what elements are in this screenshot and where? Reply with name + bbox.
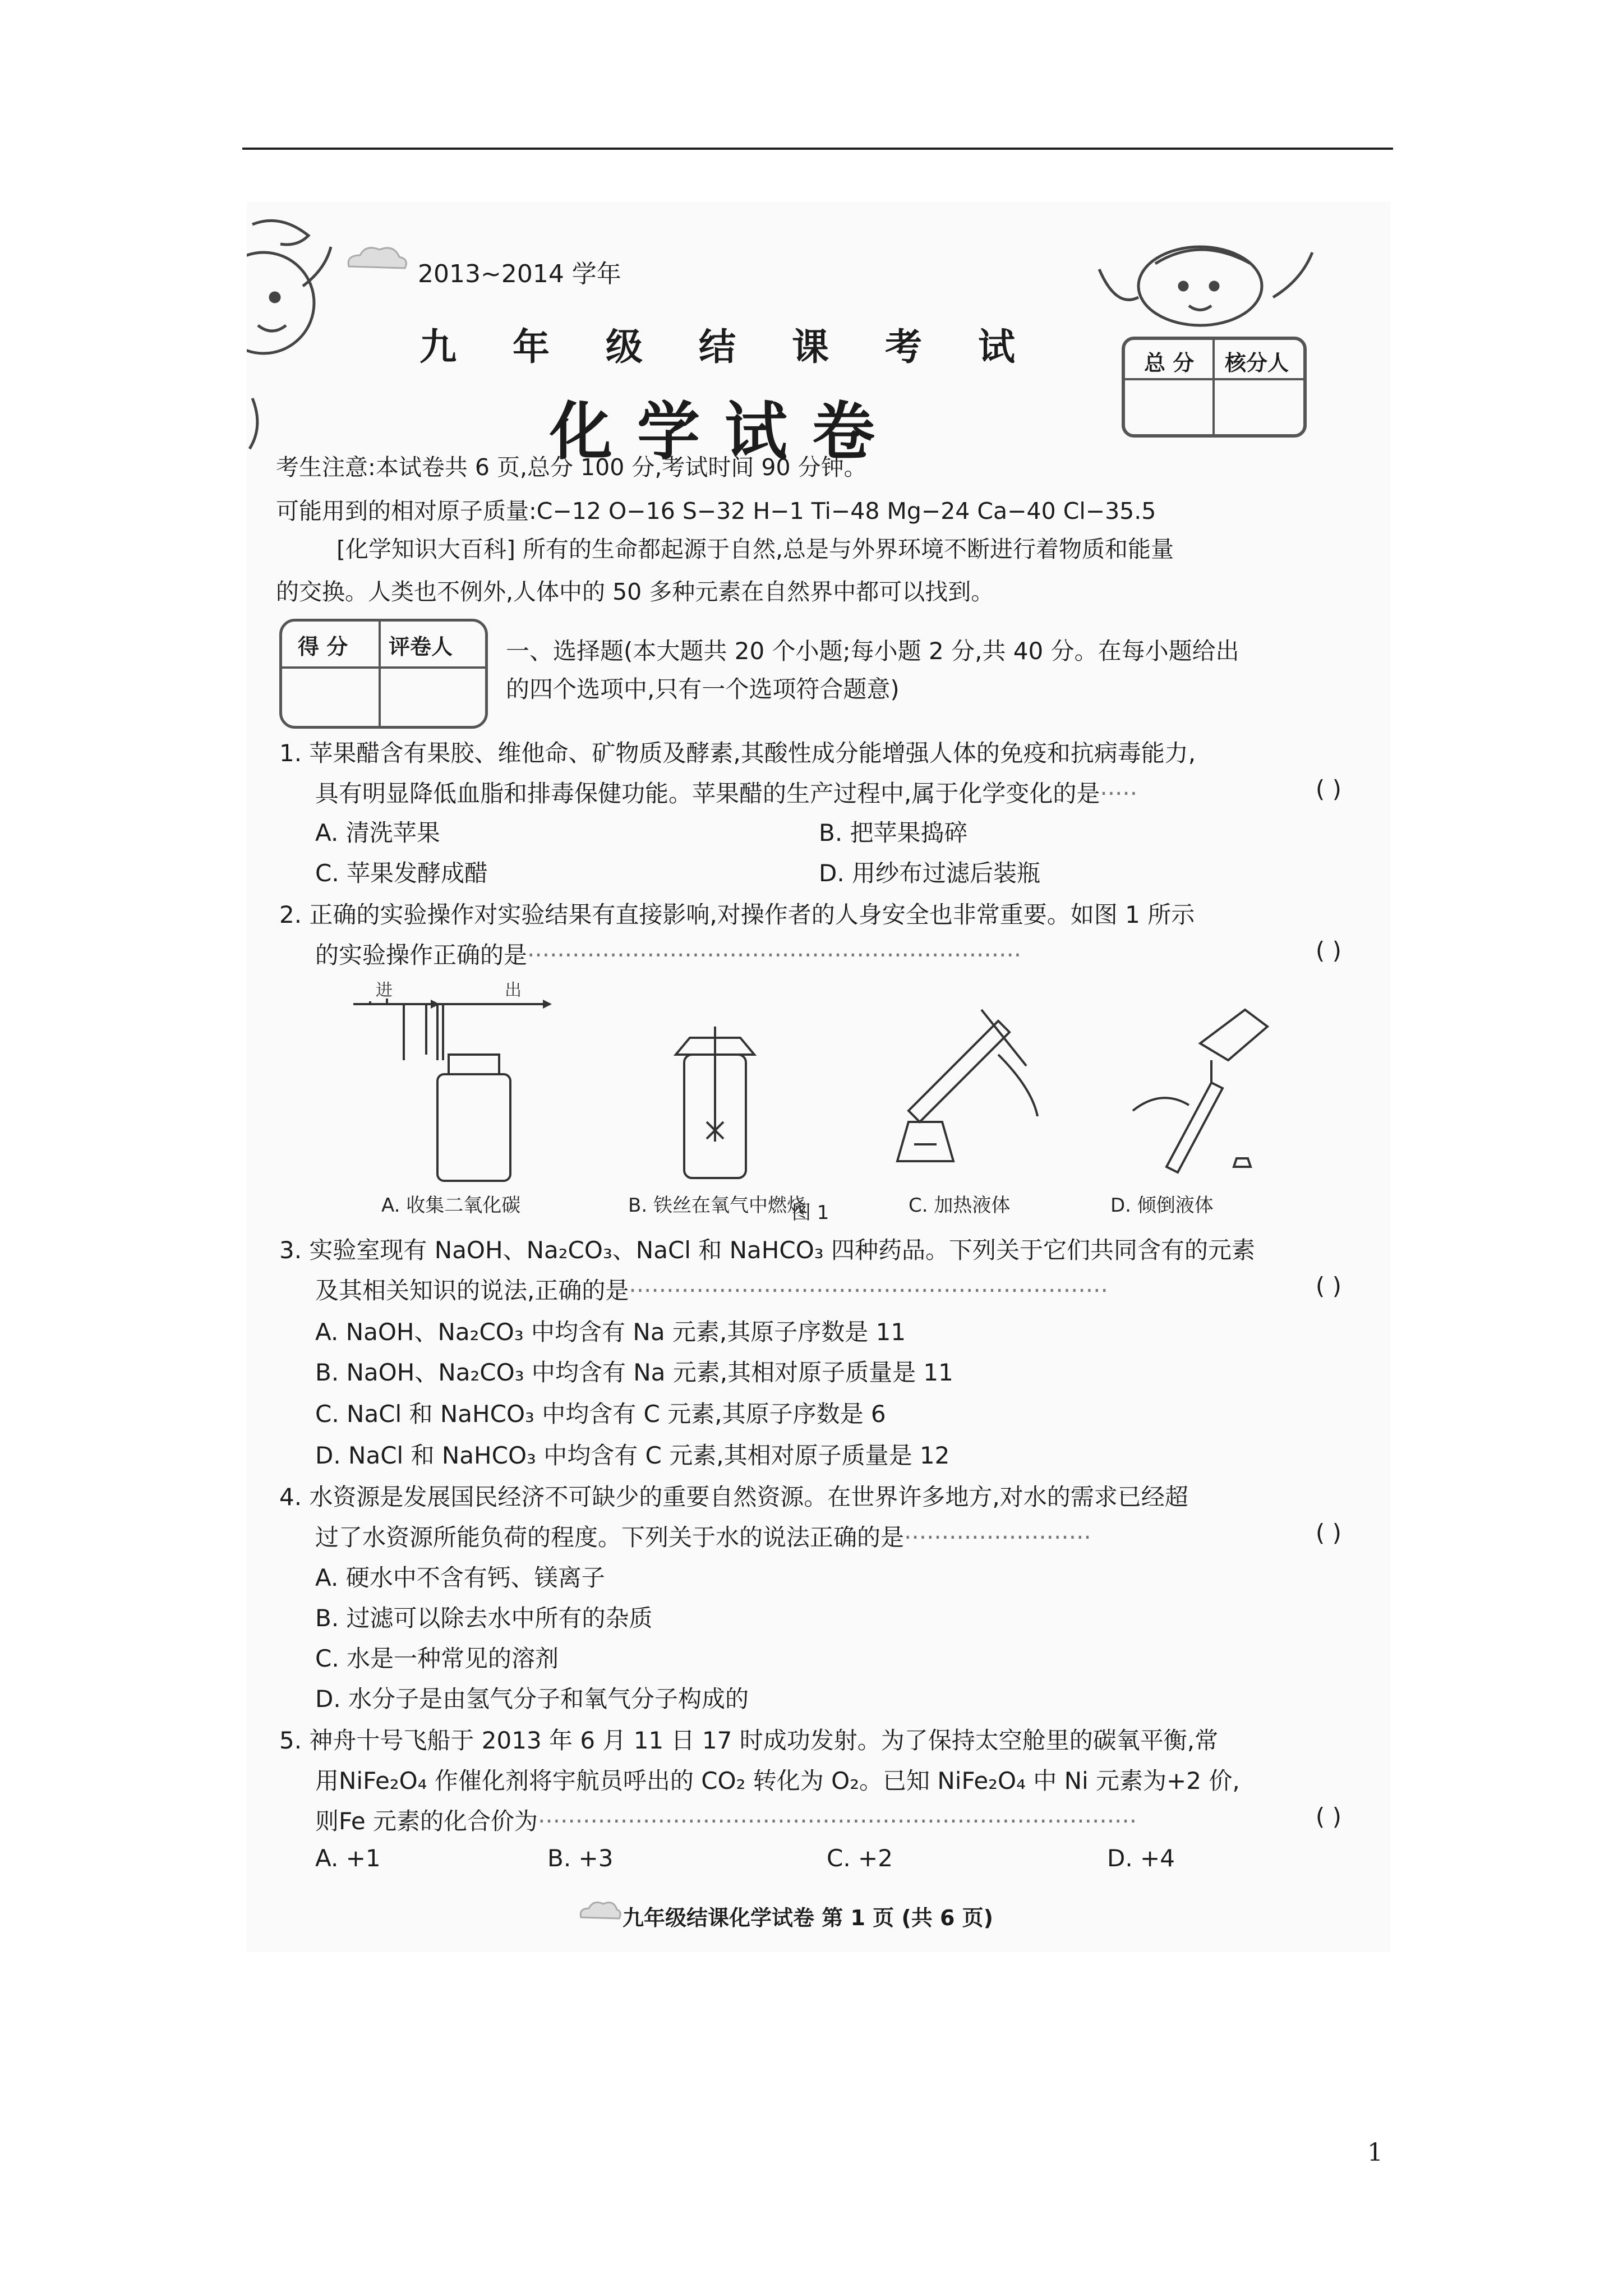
q1-option-a: A. 清洗苹果 xyxy=(315,819,440,846)
q2-stem: 的实验操作正确的是 xyxy=(315,941,528,969)
q5-answer-blank: ( ) xyxy=(1315,1803,1341,1830)
intro-line-1: [化学知识大百科] 所有的生命都起源于自然,总是与外界环境不断进行着物质和能量 xyxy=(336,536,1174,563)
q3-line-1: 3. 实验室现有 NaOH、Na₂CO₃、NaCl 和 NaHCO₃ 四种药品。下列关于它们共同含有的元素 xyxy=(279,1236,1255,1264)
figure-caption-a: A. 收集二氧化碳 xyxy=(381,1194,521,1217)
figure-1-caption: 图 1 xyxy=(792,1202,829,1224)
q4-line-2: 过了水资源所能负荷的程度。下列关于水的说法正确的是························· ( ) xyxy=(315,1519,1341,1551)
q2-line-2: 的实验操作正确的是·································································· ( ) xyxy=(315,937,1341,969)
q1-option-d: D. 用纱布过滤后装瓶 xyxy=(819,859,1041,887)
q4-option-d: D. 水分子是由氢气分子和氧气分子构成的 xyxy=(315,1685,749,1713)
q5-line-2: 用NiFe₂O₄ 作催化剂将宇航员呼出的 CO₂ 转化为 O₂。已知 NiFe₂O₄ 中 Ni 元素为+2 价, xyxy=(315,1767,1240,1795)
q2-answer-blank: ( ) xyxy=(1315,937,1341,964)
q5-stem: 则Fe 元素的化合价为 xyxy=(315,1807,538,1835)
q3-option-b: B. NaOH、Na₂CO₃ 中均含有 Na 元素,其相对原子质量是 11 xyxy=(315,1359,953,1386)
page-footer: 九年级结课化学试卷 第 1 页 (共 6 页) xyxy=(623,1906,993,1930)
q3-answer-blank: ( ) xyxy=(1315,1272,1341,1300)
q4-answer-blank: ( ) xyxy=(1315,1519,1341,1547)
q1-stem: 具有明显降低血脂和排毒保健功能。苹果醋的生产过程中,属于化学变化的是 xyxy=(315,780,1100,807)
q4-stem: 过了水资源所能负荷的程度。下列关于水的说法正确的是 xyxy=(315,1524,905,1551)
cloud-icon xyxy=(343,241,411,275)
q3-option-c: C. NaCl 和 NaHCO₃ 中均含有 C 元素,其原子序数是 6 xyxy=(315,1400,886,1428)
q1-line-1: 1. 苹果醋含有果胶、维他命、矿物质及酵素,其酸性成分能增强人体的免疫和抗病毒能力, xyxy=(279,739,1196,767)
checker-label: 核分人 xyxy=(1225,351,1289,375)
q1-answer-blank: ( ) xyxy=(1315,775,1341,803)
exam-notice: 考生注意:本试卷共 6 页,总分 100 分,考试时间 90 分钟。 xyxy=(276,454,867,481)
q5-option-c: C. +2 xyxy=(827,1844,893,1872)
q3-option-a: A. NaOH、Na₂CO₃ 中均含有 Na 元素,其原子序数是 11 xyxy=(315,1318,906,1346)
figure-in-label: 进 xyxy=(376,981,393,1000)
figure-1 xyxy=(336,976,1290,1223)
q5-line-3: 则Fe 元素的化合价为················································································ ( ) xyxy=(315,1803,1341,1835)
q5-line-1: 5. 神舟十号飞船于 2013 年 6 月 11 日 17 时成功发射。为了保持太空舱里的碳氧平衡,常 xyxy=(279,1727,1219,1754)
q5-option-a: A. +1 xyxy=(315,1844,381,1872)
top-rule xyxy=(242,148,1393,150)
q3-stem: 及其相关知识的说法,正确的是 xyxy=(315,1277,629,1304)
q4-option-a: A. 硬水中不含有钙、镁离子 xyxy=(315,1564,605,1591)
q1-line-2: 具有明显降低血脂和排毒保健功能。苹果醋的生产过程中,属于化学变化的是····· ( ) xyxy=(315,775,1341,807)
q5-option-d: D. +4 xyxy=(1107,1844,1175,1872)
section-instructions: 的四个选项中,只有一个选项符合题意) xyxy=(506,675,900,703)
q2-line-1: 2. 正确的实验操作对实验结果有直接影响,对操作者的人身安全也非常重要。如图 1 所示 xyxy=(279,901,1195,928)
figure-caption-d: D. 倾倒液体 xyxy=(1110,1194,1214,1217)
q4-option-c: C. 水是一种常见的溶剂 xyxy=(315,1645,559,1672)
intro-line-2: 的交换。人类也不例外,人体中的 50 多种元素在自然界中都可以找到。 xyxy=(276,578,994,605)
page-number: 1 xyxy=(1367,2138,1383,2167)
q1-option-b: B. 把苹果捣碎 xyxy=(819,819,968,846)
atomic-masses: 可能用到的相对原子质量:C−12 O−16 S−32 H−1 Ti−48 Mg−24 Ca−40 Cl−35.5 xyxy=(276,498,1156,524)
score-label: 得 分 xyxy=(298,634,348,659)
figure-caption-c: C. 加热液体 xyxy=(909,1194,1011,1217)
grader-box xyxy=(279,619,488,729)
q3-option-d: D. NaCl 和 NaHCO₃ 中均含有 C 元素,其相对原子质量是 12 xyxy=(315,1442,950,1469)
q4-line-1: 4. 水资源是发展国民经济不可缺少的重要自然资源。在世界许多地方,对水的需求已经超 xyxy=(279,1483,1188,1511)
total-score-box xyxy=(1122,337,1307,438)
q3-line-2: 及其相关知识的说法,正确的是································································ ( ) xyxy=(315,1272,1341,1304)
section-heading: 一、选择题(本大题共 20 个小题;每小题 2 分,共 40 分。在每小题给出 xyxy=(506,637,1239,665)
q1-option-c: C. 苹果发酵成醋 xyxy=(315,859,488,887)
total-score-label: 总 分 xyxy=(1144,351,1195,375)
figure-out-label: 出 xyxy=(505,981,522,1000)
grader-label: 评卷人 xyxy=(389,634,453,659)
q4-option-b: B. 过滤可以除去水中所有的杂质 xyxy=(315,1604,653,1632)
page-title: 化学试卷 xyxy=(550,395,900,468)
figure-caption-b: B. 铁丝在氧气中燃烧 xyxy=(628,1194,806,1217)
footer-cloud-icon xyxy=(578,1896,623,1924)
school-year: 2013~2014 学年 xyxy=(418,260,621,288)
exam-name: 九年级结课考试 xyxy=(419,325,1071,369)
q5-option-b: B. +3 xyxy=(547,1844,614,1872)
